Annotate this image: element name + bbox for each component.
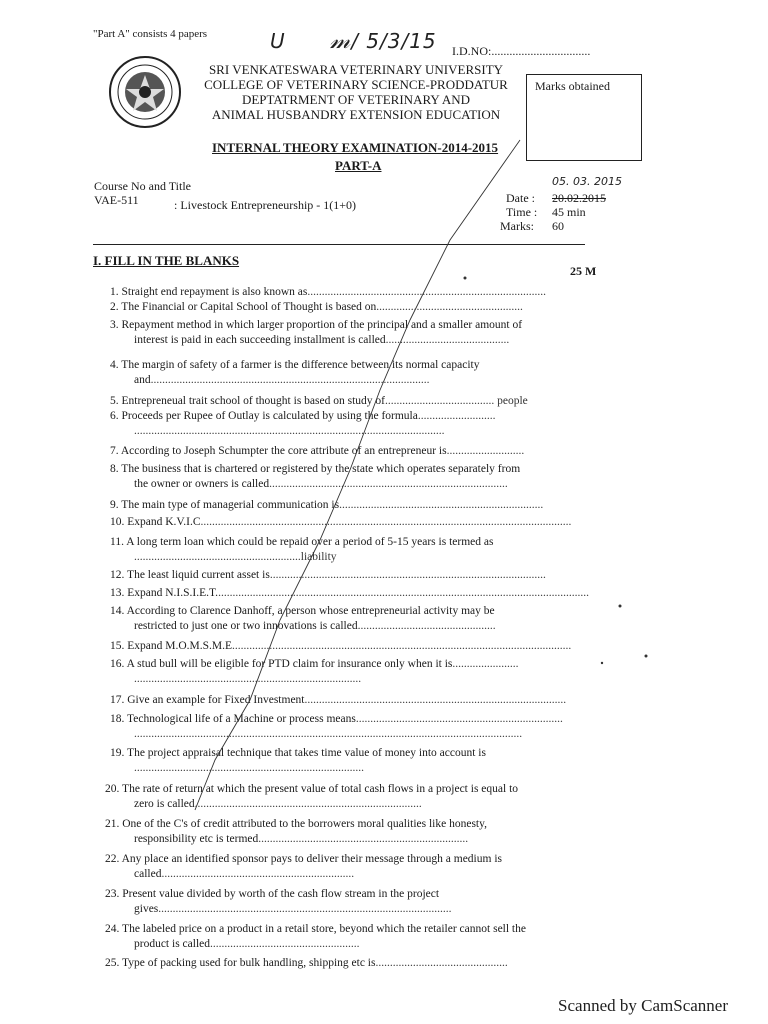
question-11 [110,535,493,549]
question-text: According to Clarence Danhoff, a person whose entrepreneurial activity may be [126,605,495,617]
answer-blank[interactable]: ................................................................................ [134,762,364,774]
question-number: 22. [105,853,120,865]
question-number: 14. [110,605,125,617]
question-text: Expand N.I.S.I.E.T. [127,587,219,599]
question-number: 6. [110,410,119,422]
answer-blank[interactable]: ........................................................................................... [304,694,567,706]
question-text: The margin of safety of a farmer is the difference between its normal capacity [121,359,480,371]
question-number: 1. [110,286,119,298]
part-title: PART-A [335,158,382,173]
university-logo [108,55,182,129]
question-text: Expand M.O.M.S.M.E [127,640,233,652]
question-14 [110,604,495,618]
answer-blank[interactable]: ......................................................................... [258,833,469,845]
question-9 [110,498,543,512]
question-text-continued: called [134,868,162,880]
question-text: Any place an identified sponsor pays to deliver their message through a medium is [121,853,502,865]
handwritten-signature-mark: U 𝓂/ 5/3/15 [270,26,437,54]
question-number: 4. [110,359,119,371]
question-text: Repayment method in which larger proportion of the principal and a smaller amount of [121,319,523,331]
answer-blank[interactable]: ............................................................................... [194,798,422,810]
answer-blank[interactable]: ........................... [446,445,525,457]
section-title: I. FILL IN THE BLANKS [93,253,240,268]
question-text: One of the C's of credit attributed to the borrowers moral qualities like honesty, [122,818,488,830]
question-number: 21. [105,818,120,830]
question-25 [105,956,508,970]
question-number: 13. [110,587,125,599]
answer-blank[interactable]: ................................................................................... [269,478,508,490]
answer-blank[interactable]: ................................................... [376,301,523,313]
question-number: 25. [105,957,120,969]
question-number: 10. [110,516,125,528]
answer-blank[interactable]: ........................................... [385,334,510,346]
answer-blank[interactable]: ...................................................................................................................... [232,640,572,652]
answer-blank[interactable]: ........................... [417,410,496,422]
university-name: SRI VENKATESWARA VETERINARY UNIVERSITY [208,62,504,77]
answer-blank[interactable]: ...................................... people [384,395,528,407]
question-text-continued: interest is paid in each succeeding installment is called [134,334,386,346]
question-10 [110,515,571,529]
question-20-continuation [134,797,422,811]
question-22-continuation [134,867,354,881]
section-marks: 25 M [570,264,597,278]
question-text: Give an example for Fixed Investment [127,694,305,706]
question-number: 20. [105,783,120,795]
question-text: Type of packing used for bulk handling, shipping etc is [122,957,376,969]
date-label: Date : [506,191,535,205]
question-7 [110,444,524,458]
question-18 [110,712,563,726]
question-number: 18. [110,713,125,725]
question-24-continuation [134,937,360,951]
answer-blank[interactable]: ................................................ [357,620,496,632]
question-text-continued: gives [134,903,159,915]
marks-label: Marks: [500,219,534,233]
question-3 [110,318,522,332]
question-text: The main type of managerial communication is [121,499,340,511]
question-20 [105,782,518,796]
question-number: 7. [110,445,119,457]
exam-title: INTERNAL THEORY EXAMINATION-2014-2015 [212,140,499,155]
question-3-continuation [134,333,509,347]
question-1 [110,285,546,299]
question-19-continuation [134,761,364,775]
question-text-continued: responsibility etc is termed [134,833,259,845]
question-text: Expand K.V.I.C [127,516,201,528]
top-note: "Part A" consists 4 papers [93,28,208,40]
question-number: 17. [110,694,125,706]
question-17 [110,693,566,707]
question-8 [110,462,520,476]
question-text: The least liquid current asset is [127,569,270,581]
question-text: Entrepreneual trait school of thought is based on study of [121,395,385,407]
question-5 [110,394,528,408]
question-text-continued: product is called [134,938,211,950]
answer-blank[interactable]: ................................................................................... [307,286,547,298]
course-label: Course No and Title [94,179,192,193]
question-4 [110,358,479,372]
time-label: Time : [506,205,538,219]
answer-blank[interactable]: .................................................... [210,938,360,950]
question-19 [110,746,486,760]
question-number: 9. [110,499,119,511]
answer-blank[interactable]: ............................................................................... [134,673,362,685]
answer-blank[interactable]: .............................................. [375,957,508,969]
question-text: A long term loan which could be repaid over a period of 5-15 years is termed as [126,536,494,548]
question-13 [110,586,589,600]
question-text-continued: restricted to just one or two innovations is called [134,620,358,632]
question-24 [105,922,526,936]
question-text: The rate of return at which the present value of total cash flows in a project is equal to [122,783,519,795]
answer-blank[interactable]: ................................................................................................................................. [218,587,589,599]
question-text: The project appraisal technique that takes time value of money into account is [127,747,486,759]
question-16-continuation [134,672,361,686]
question-18-continuation [134,727,522,741]
question-text-continued: and [134,374,151,386]
question-number: 23. [105,888,120,900]
question-text: According to Joseph Schumpter the core attribute of an entrepreneur is [120,445,447,457]
marks-obtained-label: Marks obtained [535,79,610,93]
question-number: 5. [110,395,119,407]
college-name: COLLEGE OF VETERINARY SCIENCE-PRODDATUR [204,77,508,92]
course-number: VAE-511 [94,193,139,207]
question-number: 16. [110,658,125,670]
question-text: A stud bull will be eligible for PTD claim for insurance only when it is [126,658,453,670]
question-text: The business that is chartered or registered by the state which operates separately from [121,463,521,475]
question-text: Proceeds per Rupee of Outlay is calculated by using the formula [121,410,418,422]
question-text: The Financial or Capital School of Thought is based on [121,301,377,313]
department-name-line-2: ANIMAL HUSBANDRY EXTENSION EDUCATION [211,107,501,122]
handwritten-date: 05. 03. 2015 [552,175,622,188]
answer-blank[interactable]: ................................................................................................................................. [200,516,572,528]
department-name-line-1: DEPTATRMENT OF VETERINARY AND [241,92,471,107]
question-6-continuation [134,424,445,438]
question-8-continuation [134,477,508,491]
question-4-continuation [134,373,429,387]
header-divider [93,244,585,245]
answer-blank[interactable]: ....................... [452,658,519,670]
question-text-continued: the owner or owners is called [134,478,270,490]
date-struck-value: 20.02.2015 [552,191,606,205]
question-number: 3. [110,319,119,331]
answer-blank[interactable]: ................................................................... [161,868,355,880]
question-text: Straight end repayment is also known as [121,286,308,298]
question-21 [105,817,487,831]
question-number: 24. [105,923,120,935]
question-2 [110,300,523,314]
question-number: 11. [110,536,124,548]
question-15 [110,639,571,653]
answer-blank[interactable]: ...................................................................................................... [158,903,452,915]
question-16 [110,657,519,671]
answer-blank[interactable]: ............................................................................................................ [134,425,445,437]
answer-blank[interactable]: ................................................................................................ [269,569,546,581]
question-11-continuation [134,550,337,564]
question-6 [110,409,495,423]
question-text: Present value divided by worth of the cash flow stream in the project [122,888,440,900]
question-number: 12. [110,569,125,581]
question-number: 2. [110,301,119,313]
id-number-field: I.D.NO:................................. [452,44,591,58]
answer-blank[interactable]: ........................................................................ [355,713,563,725]
question-number: 8. [110,463,119,475]
marks-value: 60 [552,219,564,233]
question-text: Technological life of a Machine or process means [127,713,356,725]
answer-blank[interactable]: ....................................................................................................................................... [134,728,523,740]
answer-blank[interactable]: ..........................................................liability [134,551,337,563]
scanner-watermark: Scanned by CamScanner [558,996,728,1015]
question-23 [105,887,439,901]
time-value: 45 min [552,205,586,219]
question-23-continuation [134,902,452,916]
question-text: The labeled price on a product in a retail store, beyond which the retailer cannot sell the [122,923,526,935]
question-21-continuation [134,832,468,846]
course-title: : Livestock Entrepreneurship - 1(1+0) [174,198,357,212]
question-number: 19. [110,747,125,759]
answer-blank[interactable]: ....................................................................... [339,499,544,511]
question-14-continuation [134,619,496,633]
question-12 [110,568,546,582]
question-number: 15. [110,640,125,652]
marks-obtained-box [526,74,642,161]
question-text-continued: zero is called [134,798,195,810]
question-22 [105,852,502,866]
university-heading [196,62,516,122]
answer-blank[interactable]: ................................................................................................. [150,374,430,386]
